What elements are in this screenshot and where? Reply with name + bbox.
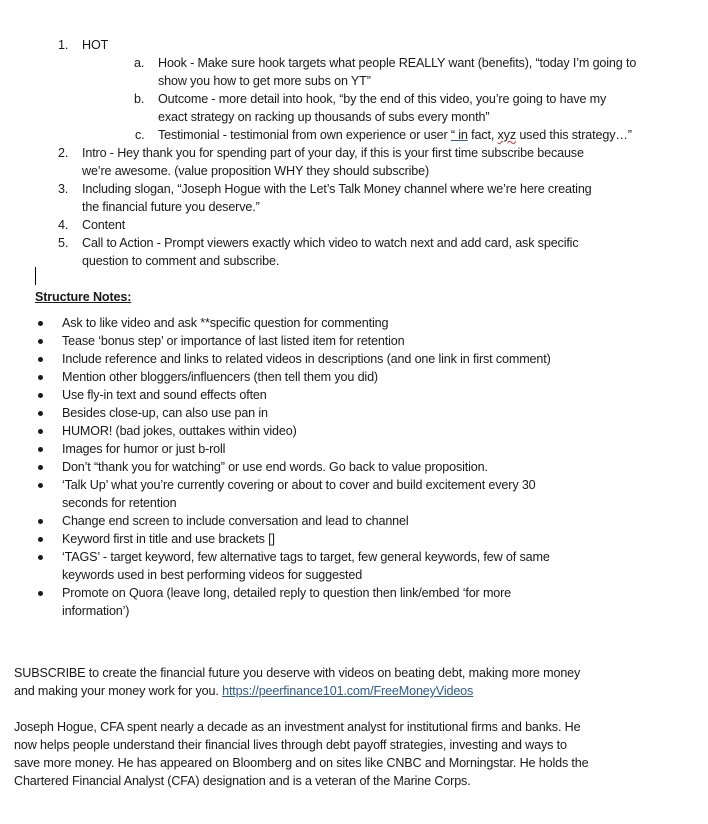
paragraph-line: now helps people understand their financial lives through debt payoff strategies, investing and ways to <box>14 738 567 752</box>
list-marker: b. <box>134 92 145 106</box>
bullet-icon <box>38 519 43 524</box>
outline-subitem-text <box>158 126 632 144</box>
list-marker: a. <box>134 56 145 70</box>
bullet-icon <box>38 537 43 542</box>
paragraph-line: Chartered Financial Analyst (CFA) designation and is a veteran of the Marine Corps. <box>14 774 471 788</box>
outline-subitem-text: Hook - Make sure hook targets what people REALLY want (benefits), “today I’m going to <box>158 56 637 70</box>
bullet-icon <box>38 447 43 452</box>
bullet-text: Tease ‘bonus step’ or importance of last listed item for retention <box>62 334 405 348</box>
text-run: and making your money work for you. <box>14 684 223 698</box>
bullet-text: Ask to like video and ask **specific question for commenting <box>62 316 389 330</box>
bullet-text: Change end screen to include conversation and lead to channel <box>62 514 409 528</box>
text-run: fact, <box>467 128 498 142</box>
free-money-videos-link[interactable]: https://peerfinance101.com/FreeMoneyVideos <box>222 684 474 698</box>
bullet-text: Use fly-in text and sound effects often <box>62 388 267 402</box>
list-marker: 4. <box>58 218 69 232</box>
list-marker: 3. <box>58 182 69 196</box>
bullet-text: Mention other bloggers/influencers (then tell them you did) <box>62 370 378 384</box>
underlined-text: “ in <box>450 128 468 142</box>
bullet-text: ‘Talk Up’ what you’re currently covering or about to cover and build excitement every 30 <box>62 478 536 492</box>
bullet-text: seconds for retention <box>62 496 177 510</box>
bullet-icon <box>38 375 43 380</box>
list-marker: 1. <box>58 38 69 52</box>
outline-item-text: Including slogan, “Joseph Hogue with the Let’s Talk Money channel where we’re here creating <box>82 182 592 196</box>
paragraph-line: save more money. He has appeared on Bloomberg and on sites like CNBC and Morningstar. He holds the <box>14 756 589 770</box>
outline-subitem-text: show you how to get more subs on YT” <box>158 74 371 88</box>
bullet-text: Keyword first in title and use brackets [] <box>62 532 275 546</box>
outline-item-text: Content <box>82 218 126 232</box>
bullet-text: information’) <box>62 604 130 618</box>
bullet-icon <box>38 339 43 344</box>
list-marker: 2. <box>58 146 69 160</box>
bullet-text: Don’t “thank you for watching” or use end words. Go back to value proposition. <box>62 460 488 474</box>
bullet-icon <box>38 555 43 560</box>
paragraph-line: Joseph Hogue, CFA spent nearly a decade as an investment analyst for institutional firms and banks. He <box>14 720 581 734</box>
bullet-icon <box>38 393 43 398</box>
outline-item-text: question to comment and subscribe. <box>82 254 280 268</box>
bullet-text: keywords used in best performing videos for suggested <box>62 568 363 582</box>
bullet-icon <box>38 465 43 470</box>
outline-item-text: Intro - Hey thank you for spending part of your day, if this is your first time subscribe because <box>82 146 584 160</box>
outline-item-text: the financial future you deserve.” <box>82 200 260 214</box>
outline-subitem-text: Outcome - more detail into hook, “by the end of this video, you’re going to have my <box>158 92 607 106</box>
outline-item-text: Call to Action - Prompt viewers exactly which video to watch next and add card, ask specific <box>82 236 579 250</box>
paragraph-line <box>14 682 473 700</box>
bullet-text: Images for humor or just b-roll <box>62 442 226 456</box>
bullet-text: Promote on Quora (leave long, detailed reply to question then link/embed ‘for more <box>62 586 512 600</box>
bullet-text: Include reference and links to related videos in descriptions (and one link in first comment) <box>62 352 551 366</box>
structure-notes-heading: Structure Notes: <box>35 290 132 304</box>
outline-subitem-text: exact strategy on racking up thousands of subs every month” <box>158 110 490 124</box>
list-marker: c. <box>135 128 145 142</box>
spellcheck-flagged-word[interactable]: xyz <box>497 128 516 142</box>
list-marker: 5. <box>58 236 69 250</box>
paragraph-line: SUBSCRIBE to create the financial future you deserve with videos on beating debt, making more money <box>14 666 581 680</box>
text-cursor <box>35 267 36 285</box>
bullet-text: ‘TAGS’ - target keyword, few alternative tags to target, few general keywords, few of same <box>62 550 550 564</box>
text-run: Testimonial - testimonial from own experience or user <box>158 128 451 142</box>
bullet-icon <box>38 483 43 488</box>
bullet-icon <box>38 591 43 596</box>
bullet-text: Besides close-up, can also use pan in <box>62 406 268 420</box>
bullet-icon <box>38 411 43 416</box>
outline-item-text: HOT <box>82 38 109 52</box>
text-run: used this strategy…” <box>515 128 632 142</box>
bullet-icon <box>38 321 43 326</box>
bullet-icon <box>38 429 43 434</box>
outline-item-text: we’re awesome. (value proposition WHY they should subscribe) <box>82 164 430 178</box>
bullet-text: HUMOR! (bad jokes, outtakes within video) <box>62 424 297 438</box>
bullet-icon <box>38 357 43 362</box>
